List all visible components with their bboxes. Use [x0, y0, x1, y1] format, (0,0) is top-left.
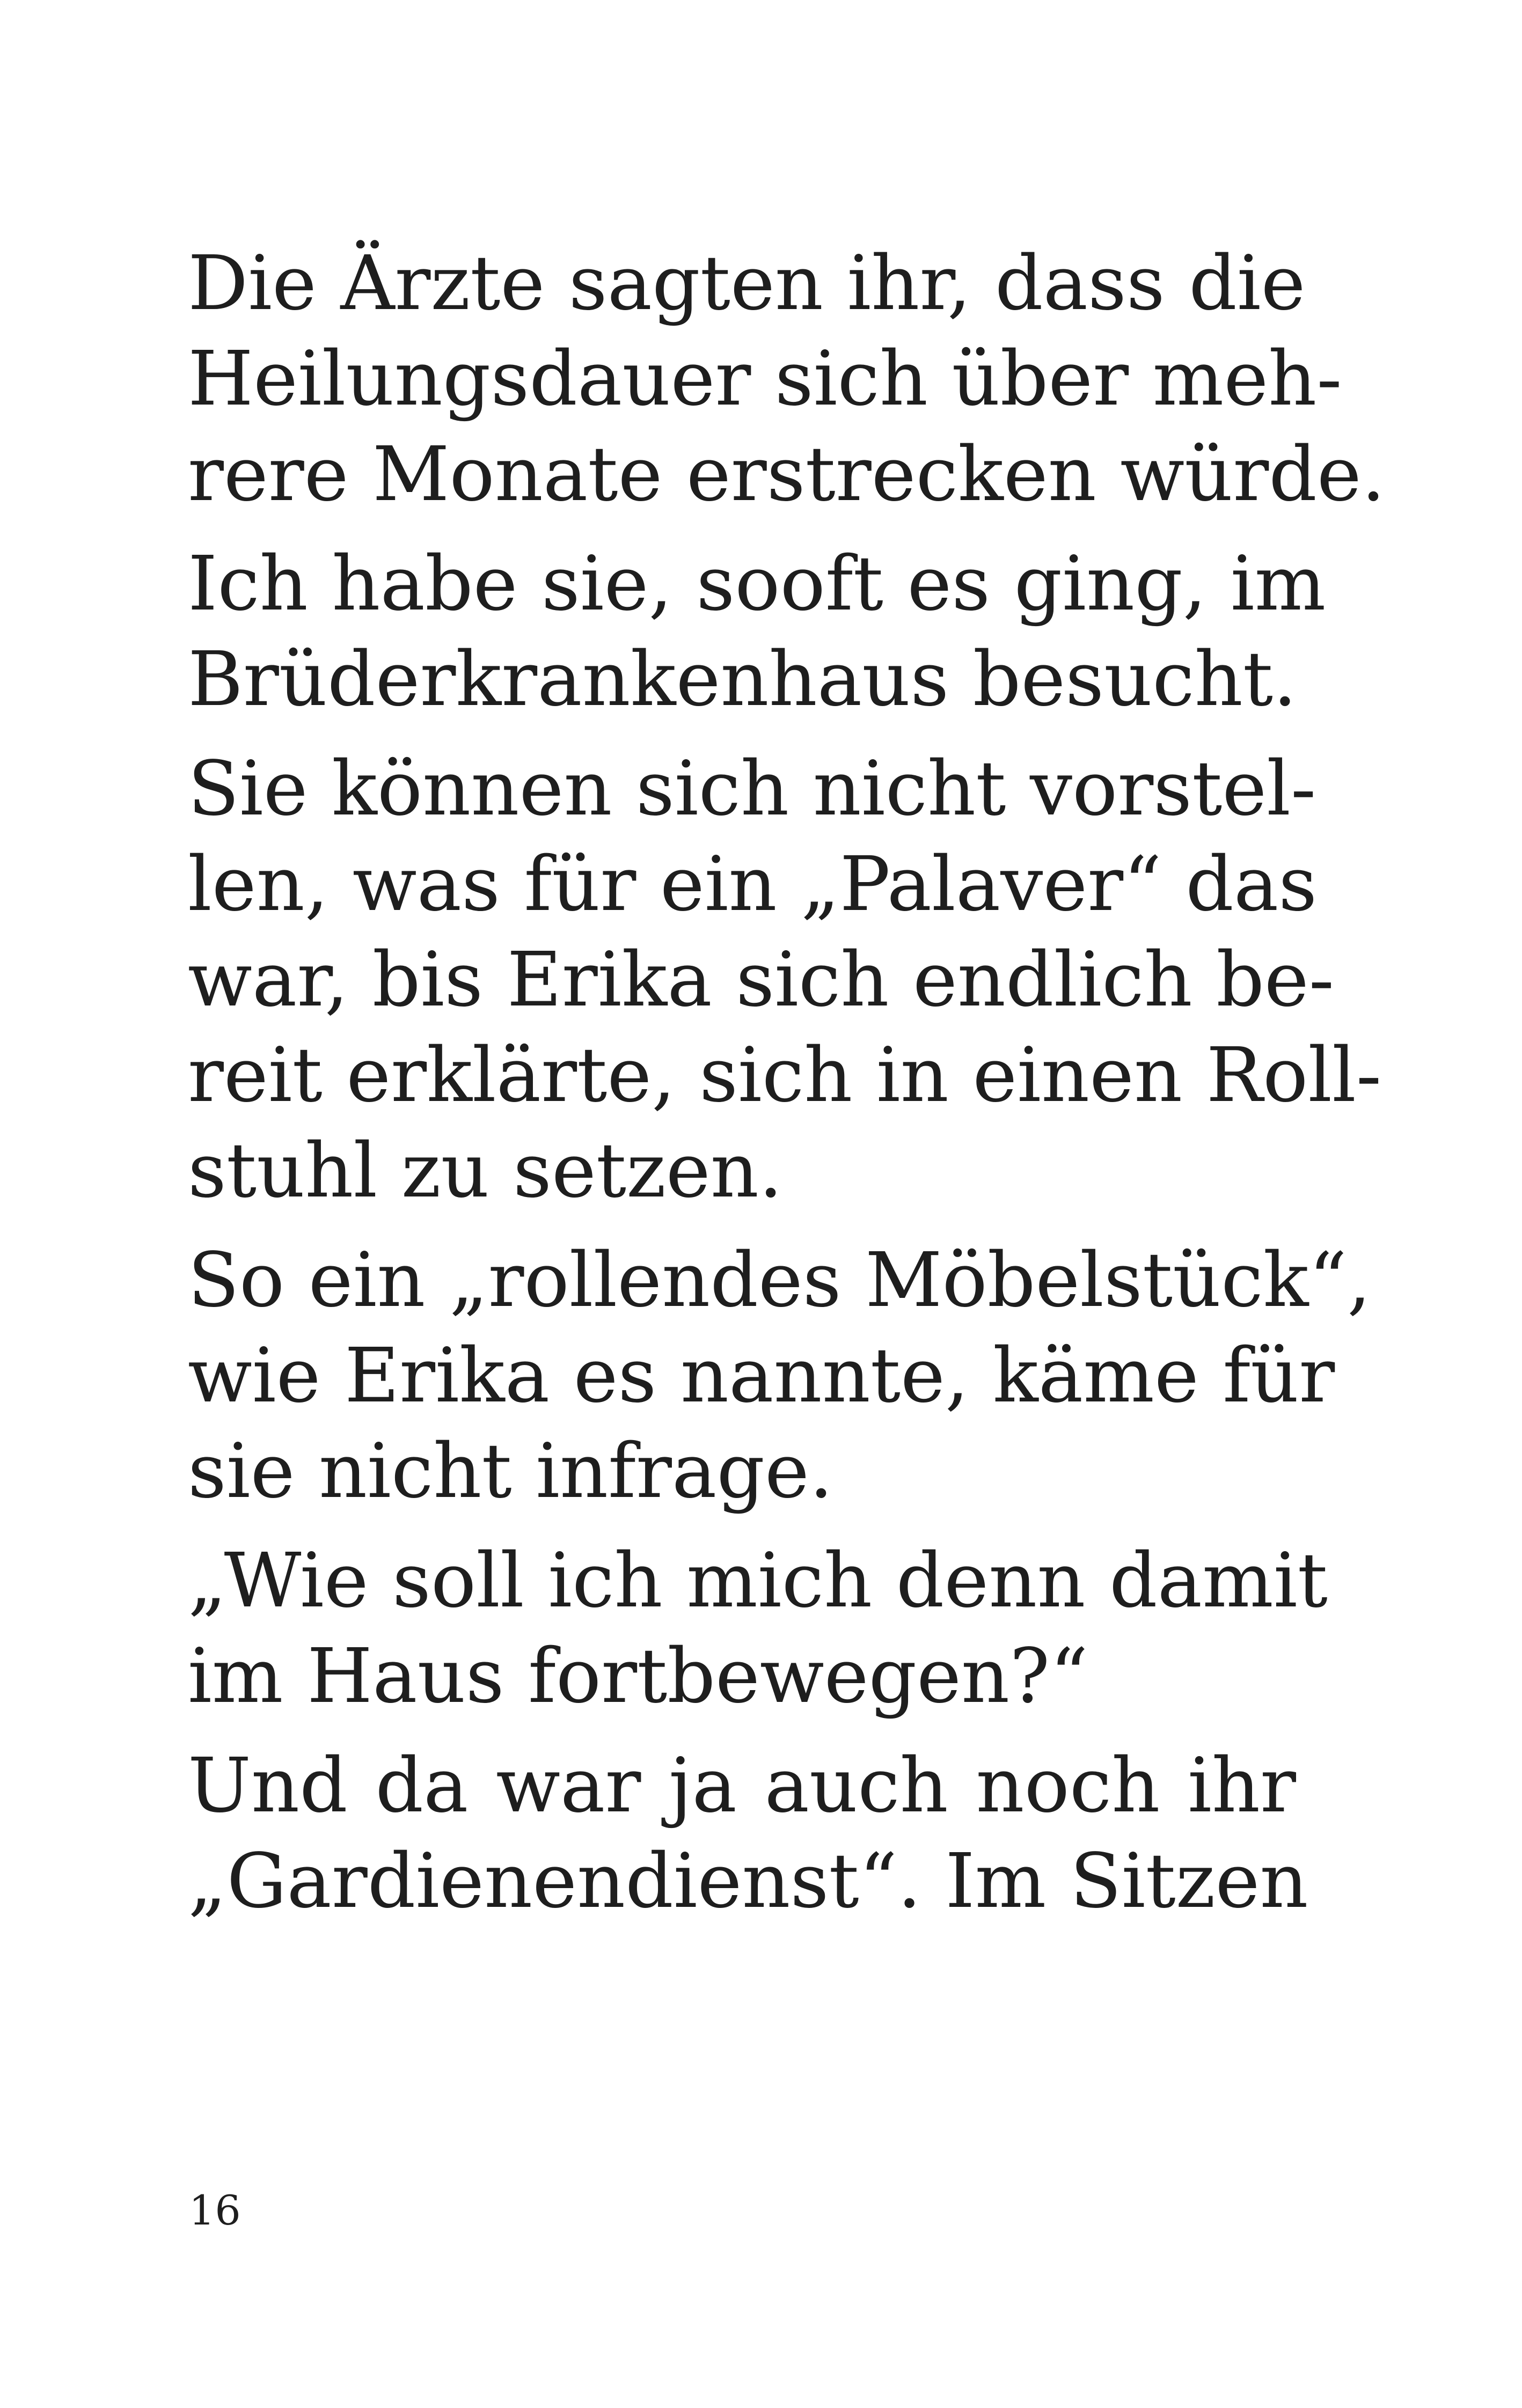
text-line: len, was für ein „Palaver“ das	[188, 841, 1318, 928]
text-line: war, bis Erika sich endlich be-	[188, 936, 1335, 1024]
paragraph	[188, 1233, 1371, 1519]
text-line: Heilungsdauer sich über meh-	[188, 335, 1342, 423]
page-number: 16	[189, 2186, 241, 2234]
paragraph	[188, 1533, 1328, 1724]
text-line: Und da war ja auch noch ihr	[188, 1742, 1296, 1830]
text-line: So ein „rollendes Möbelstück“,	[188, 1237, 1371, 1324]
text-line: rere Monate erstrecken würde.	[188, 431, 1386, 518]
text-line: reit erklärte, sich in einen Roll-	[188, 1032, 1382, 1119]
text-line: wie Erika es nannte, käme für	[188, 1332, 1335, 1420]
text-line: Sie können sich nicht vorstel-	[188, 745, 1316, 833]
paragraph	[188, 537, 1326, 728]
paragraph	[188, 1738, 1308, 1929]
body-text	[188, 236, 1386, 1943]
paragraph	[188, 236, 1386, 523]
text-line: Brüderkrankenhaus besucht.	[188, 636, 1297, 723]
text-line: „Gardienendienst“. Im Sitzen	[188, 1838, 1308, 1925]
paragraph	[188, 742, 1382, 1219]
text-line: „Wie soll ich mich denn damit	[188, 1537, 1328, 1625]
text-line: Ich habe sie, sooft es ging, im	[188, 540, 1326, 628]
text-line: im Haus fortbewegen?“	[188, 1633, 1088, 1720]
text-line: sie nicht infrage.	[188, 1428, 833, 1515]
text-line: Die Ärzte sagten ihr, dass die	[188, 240, 1306, 327]
text-line: stuhl zu setzen.	[188, 1127, 783, 1215]
